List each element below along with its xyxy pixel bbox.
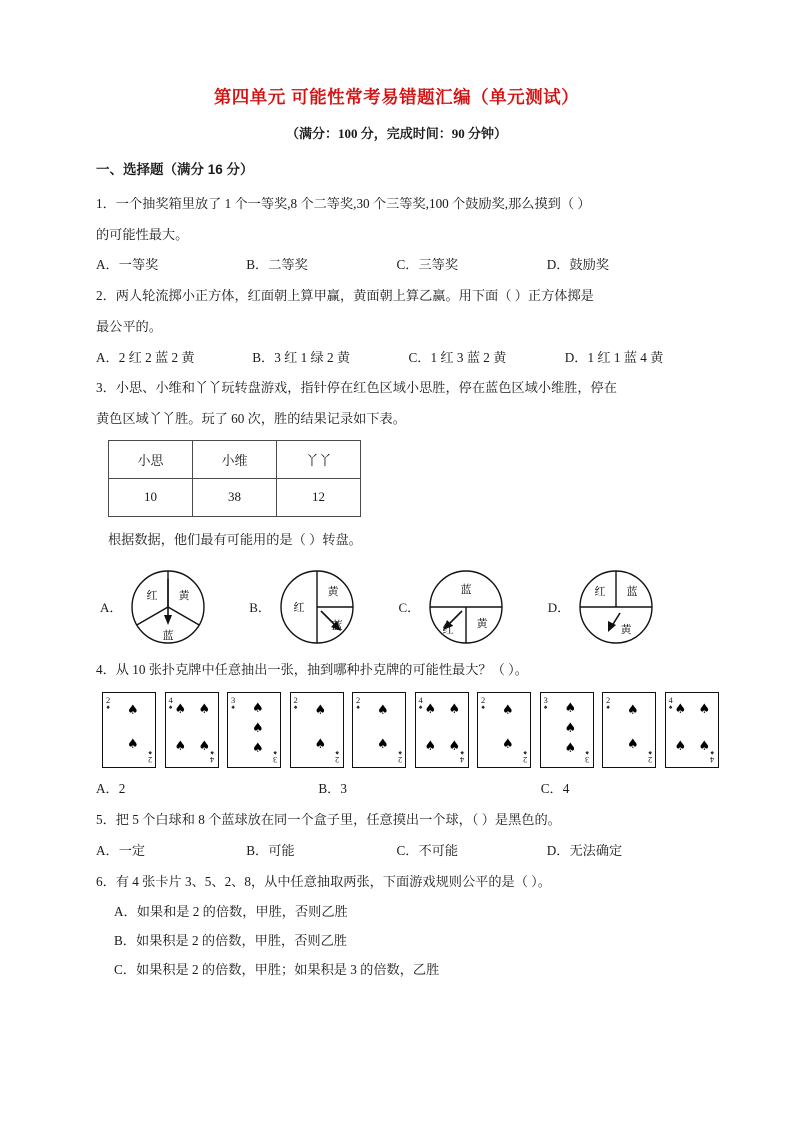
question-2-option-d[interactable]: D．1 红 1 蓝 4 黄 [564,349,664,365]
card-pips: ♠ ♠ ♠ ♠ [674,702,711,755]
card-corner-bottom: 2 ♠ [647,749,652,766]
playing-card[interactable] [540,692,594,768]
table-header-xiaowei: 小维 [193,440,277,478]
spinner-a-region-0: 红 [146,588,158,602]
spinner-c-region-2: 黄 [476,616,488,630]
table-value-xiaowei: 38 [193,478,277,516]
card-corner-top: 2 ♠ [606,695,611,711]
card-corner-top: 4 ♠ [668,695,673,711]
card-pips: ♠ ♠ [627,703,639,753]
spinner-option-b[interactable] [249,567,398,647]
question-5-options [96,838,697,864]
spinner-a-label: A． [100,600,123,616]
card-pips: ♠ ♠ ♠ [252,701,264,757]
card-corner-bottom: 2 ♠ [147,749,152,766]
spinner-d-region-1: 蓝 [626,584,638,598]
spinner-d-label: D． [547,600,571,616]
card-corner-top: 4 ♠ [168,695,173,711]
playing-card[interactable] [477,692,531,768]
spinner-b-diagram [277,567,357,647]
page-title: 第四单元 可能性常考易错题汇编（单元测试） [213,87,580,107]
spinner-c-region-1: 红 [442,622,454,636]
results-table [108,440,361,517]
spinner-a-diagram [128,567,208,647]
card-corner-top: 3 ♠ [231,695,236,711]
question-4-options [96,776,697,802]
question-4-option-c[interactable]: C．4 [540,781,570,797]
question-6-option-a[interactable]: A．如果和是 2 的倍数，甲胜，否则乙胜 [114,904,348,920]
question-6-option-c[interactable]: C．如果积是 2 的倍数，甲胜；如果积是 3 的倍数，乙胜 [114,961,440,977]
card-pips: ♠ ♠ ♠ ♠ [174,702,211,755]
spinner-a-region-2: 蓝 [162,628,174,642]
spinner-c-region-0: 蓝 [460,582,472,596]
question-1-options [96,252,697,278]
playing-card[interactable] [165,692,219,768]
card-corner-top: 3 ♠ [543,695,548,711]
spinner-d-region-0: 红 [594,584,606,598]
card-corner-top: 2 ♠ [293,695,298,711]
table-header-xiaosi: 小思 [109,440,193,478]
question-5-option-d[interactable]: D．无法确定 [546,842,623,858]
question-1-option-b[interactable]: B．二等奖 [246,257,308,273]
question-2-option-a[interactable]: A．2 红 2 蓝 2 黄 [96,349,195,365]
question-1-stem-line2: 的可能性最大。 [96,226,189,242]
spinner-c-label: C． [398,600,421,616]
question-6-option-b[interactable]: B．如果积是 2 的倍数，甲胜，否则乙胜 [114,933,347,949]
question-3-note: 根据数据，他们最有可能用的是（ ）转盘。 [108,531,362,547]
card-pips: ♠ ♠ [314,703,327,753]
card-corner-bottom: 4 ♠ [210,749,215,766]
card-pips: ♠ ♠ [127,703,139,753]
playing-card[interactable] [102,692,156,768]
playing-cards-row [102,692,715,768]
card-pips: ♠ ♠ ♠ [564,701,577,757]
question-2-stem: 2．两人轮流掷小正方体，红面朝上算甲赢，黄面朝上算乙赢。用下面（ ）正方体掷是 [96,288,594,304]
question-1-option-d[interactable]: D．鼓励奖 [546,257,610,273]
playing-card[interactable] [602,692,656,768]
card-corner-top: 2 ♠ [356,695,361,711]
question-2-stem-line2: 最公平的。 [96,318,162,334]
spinner-option-a[interactable] [100,567,249,647]
question-4-stem: 4．从 10 张扑克牌中任意抽出一张，抽到哪种扑克牌的可能性最大？（ ）。 [96,661,528,677]
question-6-stem: 6．有 4 张卡片 3、5、2、8，从中任意抽取两张，下面游戏规则公平的是（ ）。 [96,873,551,889]
question-1-option-a[interactable]: A．一等奖 [96,257,159,273]
playing-card[interactable] [415,692,469,768]
table-header-yaya: 丫丫 [277,440,361,478]
card-corner-bottom: 4 ♠ [460,749,465,766]
table-row-values [109,478,361,516]
spinner-d-diagram [576,567,656,647]
question-1-stem: 1．一个抽奖箱里放了 1 个一等奖,8 个二等奖,30 个三等奖,100 个鼓励奖,那么摸到（ ） [96,196,591,211]
question-3-stem: 3．小思、小维和丫丫玩转盘游戏，指针停在红色区域小思胜，停在蓝色区域小维胜，停在 [96,380,617,396]
playing-card[interactable] [665,692,719,768]
spinner-a-region-1: 黄 [178,588,190,602]
card-corner-bottom: 3 ♠ [272,749,277,766]
card-corner-bottom: 2 ♠ [397,749,402,766]
card-corner-bottom: 4 ♠ [710,749,715,766]
section-heading: 一、选择题（满分 16 分） [96,162,254,177]
question-4-option-a[interactable]: A．2 [96,781,126,797]
question-2-option-b[interactable]: B．3 红 1 绿 2 黄 [252,349,351,365]
spinner-b-label: B． [249,600,271,616]
table-value-yaya: 12 [277,478,361,516]
card-pips: ♠ ♠ [502,703,514,753]
playing-card[interactable] [352,692,406,768]
question-3-stem-line2: 黄色区域丫丫胜。玩了 60 次，胜的结果记录如下表。 [96,411,406,427]
card-corner-top: 2 ♠ [481,695,486,711]
spinner-d-region-2: 黄 [620,622,632,636]
page-subtitle: （满分：100 分，完成时间：90 分钟） [285,126,507,141]
spinner-option-d[interactable] [548,567,697,647]
card-corner-top: 4 ♠ [418,695,423,711]
card-pips: ♠ ♠ [377,703,389,753]
spinner-b-region-0: 红 [293,600,305,614]
question-5-option-b[interactable]: B．可能 [246,842,295,858]
card-corner-top: 2 ♠ [106,695,111,711]
question-2-options [96,345,697,371]
spinner-b-region-1: 黄 [327,584,339,598]
question-5-stem: 5．把 5 个白球和 8 个蓝球放在同一个盒子里，任意摸出一个球，（ ）是黑色的。 [96,812,561,828]
spinner-options-row [96,567,697,647]
question-4-option-b[interactable]: B．3 [318,781,347,797]
card-corner-bottom: 3 ♠ [585,749,590,766]
card-pips: ♠ ♠ ♠ ♠ [424,702,461,755]
question-5-option-a[interactable]: A．一定 [96,842,146,858]
spinner-c-diagram [426,567,506,647]
table-row-headers [109,440,361,478]
playing-card[interactable] [227,692,281,768]
playing-card[interactable] [290,692,344,768]
card-corner-bottom: 2 ♠ [335,749,340,766]
question-1-option-c[interactable]: C．三等奖 [396,257,459,273]
table-value-xiaosi: 10 [109,478,193,516]
spinner-b-region-2: 蓝 [331,618,343,632]
question-2-option-c[interactable]: C．1 红 3 蓝 2 黄 [408,349,507,365]
spinner-option-c[interactable] [399,567,548,647]
question-5-option-c[interactable]: C．不可能 [396,842,459,858]
card-corner-bottom: 2 ♠ [522,749,527,766]
